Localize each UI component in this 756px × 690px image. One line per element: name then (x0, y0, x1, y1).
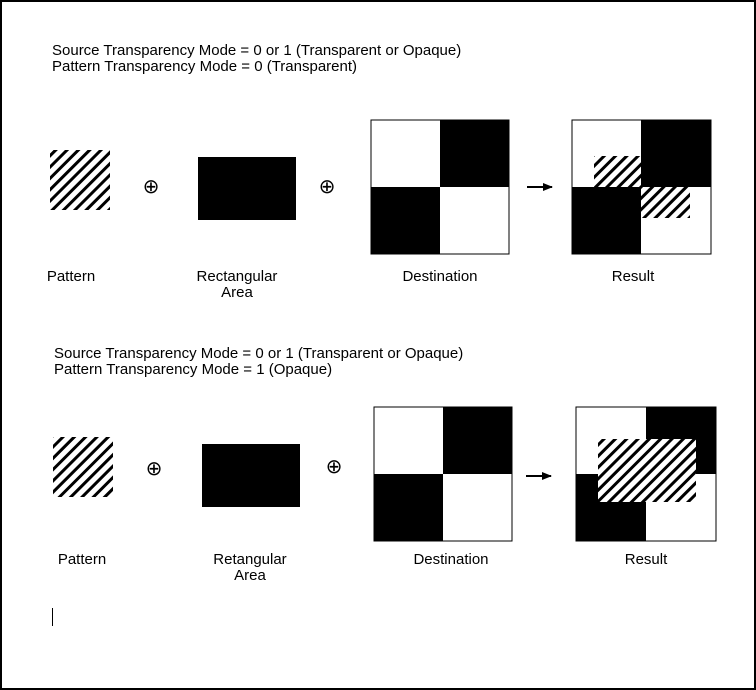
panel2-label-result: Result (624, 551, 668, 568)
panel1-label-destination: Destination (402, 268, 478, 285)
panel2-header-line1: Source Transparency Mode = 0 or 1 (Transparent or Opaque) (54, 345, 464, 362)
panel1-result (572, 120, 711, 254)
panel2-operator-2: ⊕ (325, 456, 343, 478)
panel1-pattern-swatch (50, 150, 110, 210)
panel2-label-rect-line1: Retangular (213, 551, 287, 568)
panel2-label-destination: Destination (413, 551, 489, 568)
panel1-operator-2: ⊕ (318, 176, 336, 198)
panel1-header-line1: Source Transparency Mode = 0 or 1 (Transparent or Opaque) (52, 42, 462, 59)
panel1-label-result: Result (611, 268, 655, 285)
panel1-label-pattern: Pattern (46, 268, 96, 285)
panel2-destination (374, 407, 512, 541)
margin-mark (52, 608, 53, 626)
panel2-label-pattern: Pattern (57, 551, 107, 568)
panel1-operator-1: ⊕ (142, 176, 160, 198)
panel2-operator-1: ⊕ (145, 458, 163, 480)
panel1-rectangular-area (198, 157, 296, 220)
panel2-result (576, 407, 716, 541)
panel1-header-line2: Pattern Transparency Mode = 0 (Transparent) (52, 58, 358, 75)
panel2-label-rect-line2: Area (234, 567, 266, 584)
panel2-pattern-swatch (53, 437, 113, 497)
panel1-label-rect-line1: Rectangular (196, 268, 278, 285)
panel1-label-rect-line2: Area (221, 284, 253, 301)
panel1-destination (371, 120, 509, 254)
panel2-header-line2: Pattern Transparency Mode = 1 (Opaque) (54, 361, 333, 378)
panel2-rectangular-area (202, 444, 300, 507)
